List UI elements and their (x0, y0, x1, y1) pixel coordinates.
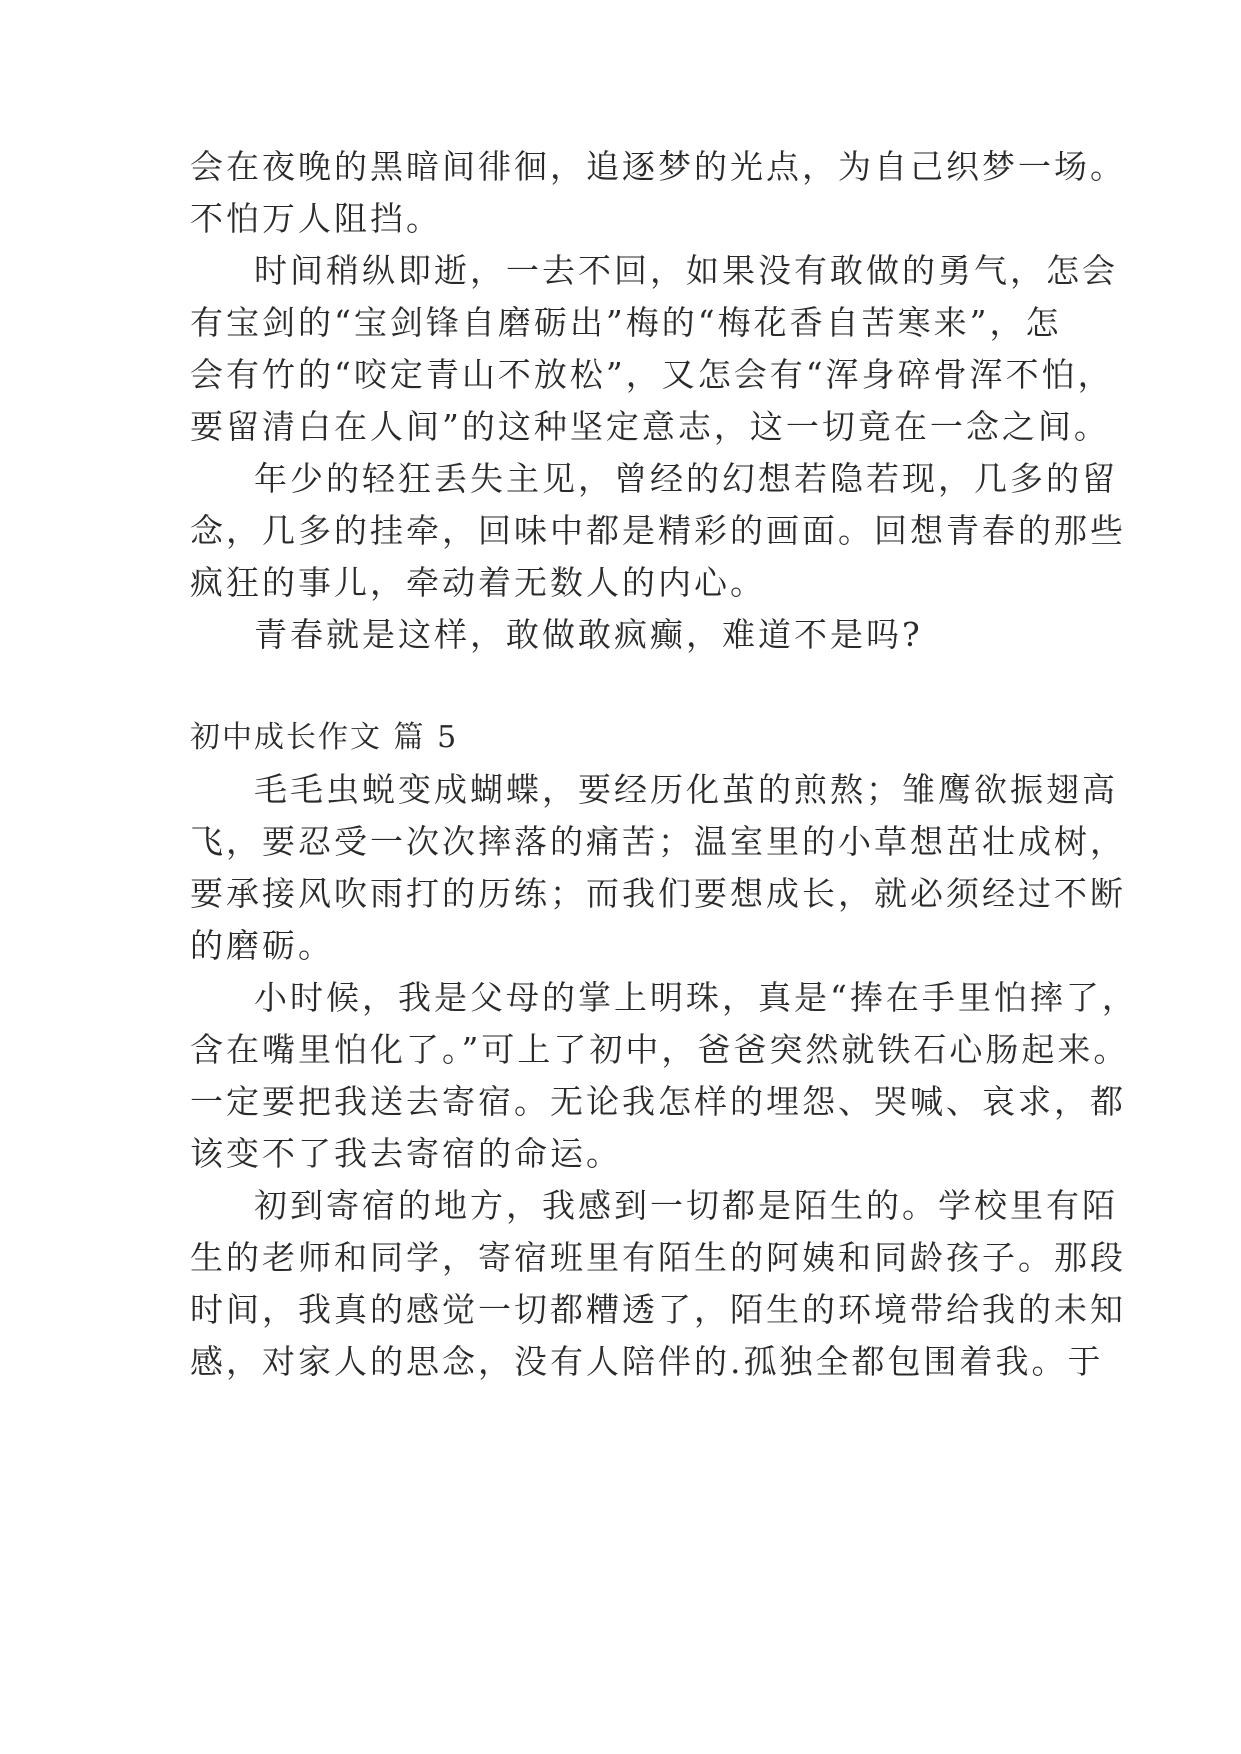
text-line: 青春就是这样，敢做敢疯癫，难道不是吗? (254, 615, 923, 654)
text-line: 的磨砺。 (190, 926, 334, 965)
text-line: 感，对家人的思念，没有人陪伴的.孤独全都包围着我。于 (190, 1342, 1104, 1381)
text-line: 毛毛虫蜕变成蝴蝶，要经历化茧的煎熬；雏鹰欲振翅高 (254, 770, 1118, 809)
text-line: 小时候，我是父母的掌上明珠，真是“捧在手里怕摔了， (254, 978, 1138, 1017)
text-line: 要留清白在人间”的这种坚定意志，这一切竟在一念之间。 (190, 407, 1110, 446)
text-line: 不怕万人阻挡。 (190, 199, 442, 238)
text-line: 一定要把我送去寄宿。无论我怎样的埋怨、哭喊、哀求，都 (190, 1082, 1126, 1121)
text-line: 疯狂的事儿，牵动着无数人的内心。 (190, 563, 766, 602)
text-line: 时间，我真的感觉一切都糟透了，陌生的环境带给我的未知 (190, 1290, 1126, 1329)
text-line: 会有竹的“咬定青山不放松”，又怎会有“浑身碎骨浑不怕， (190, 355, 1114, 394)
text-line: 初到寄宿的地方，我感到一切都是陌生的。学校里有陌 (254, 1186, 1118, 1225)
text-line: 年少的轻狂丢失主见，曾经的幻想若隐若现，几多的留 (254, 459, 1118, 498)
text-line: 含在嘴里怕化了。”可上了初中，爸爸突然就铁石心肠起来。 (190, 1030, 1130, 1069)
text-line: 时间稍纵即逝，一去不回，如果没有敢做的勇气，怎会 (254, 251, 1118, 290)
text-line: 飞，要忍受一次次摔落的痛苦；温室里的小草想茁壮成树， (190, 822, 1126, 861)
text-line: 要承接风吹雨打的历练；而我们要想成长，就必须经过不断 (190, 874, 1126, 913)
text-line: 会在夜晚的黑暗间徘徊，追逐梦的光点，为自己织梦一场。 (190, 147, 1126, 186)
section-heading: 初中成长作文 篇 5 (190, 720, 459, 755)
text-line: 有宝剑的“宝剑锋自磨砺出”梅的“梅花香自苦寒来”，怎 (190, 303, 1062, 342)
text-line: 生的老师和同学，寄宿班里有陌生的阿姨和同龄孩子。那段 (190, 1238, 1126, 1277)
text-line: 念，几多的挂牵，回味中都是精彩的画面。回想青春的那些 (190, 511, 1126, 550)
text-line: 该变不了我去寄宿的命运。 (190, 1134, 622, 1173)
